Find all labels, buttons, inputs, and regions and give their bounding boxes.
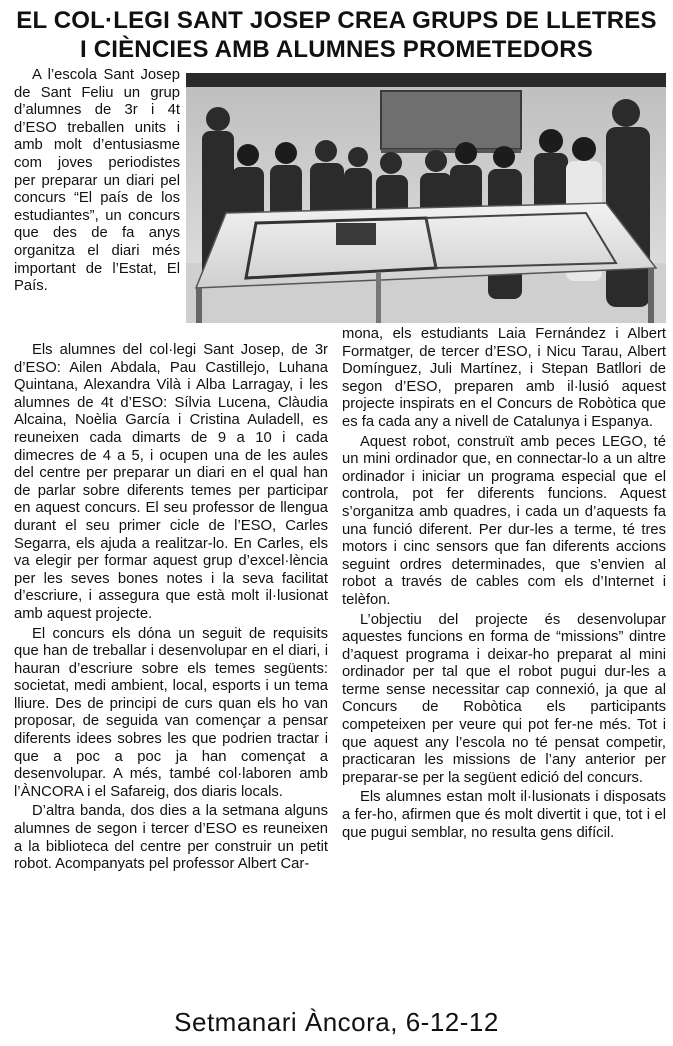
article-right-column xyxy=(342,326,666,842)
headline-line-2: I CIÈNCIES AMB ALUMNES PROMETEDORS xyxy=(79,36,594,63)
group-photo xyxy=(186,73,666,323)
paragraph-robot-intro: D’altra banda, dos dies a la setmana alguns alumnes de segon i tercer d’ESO es reuneixen a la biblioteca del centre per construir un petit robot. Acompanyats pel professor Albert Car- xyxy=(14,803,328,873)
article-headline xyxy=(8,6,665,64)
intro-column xyxy=(14,67,180,296)
paragraph-students: Els alumnes del col·legi Sant Josep, de 3r d’ESO: Ailen Abdala, Pau Castillejo, Luhana Quintana, Alexandra Vilà i Alba Larragay, i les alumnes de 4t d’ESO: Sílvia Lucena, Clàudia Alcaina, Noèlia García i Cristina Auladell, es reuneixen cada dimarts de 9 a 10 i cada dimecres de 4 a 5, i ocupen una de les aules del centre per preparar un diari en el qual han de parlar sobre diferents temes per participar en aquest concurs. El seu professor de llengua durant el seu primer cicle de l’ESO, Carles Segarra, els ajuda a realitzar-lo. En Carles, els va elegir per formar aquest grup d’excel·lència per les seves bones notes i la seva facilitat d’escriure, i assegura que està molt il·lusionat amb aquest projecte. xyxy=(14,342,328,622)
source-caption: Setmanari Àncora, 6-12-12 xyxy=(174,1007,499,1037)
article-left-column xyxy=(14,342,328,874)
paragraph-robot-team: mona, els estudiants Laia Fernández i Albert Formatger, de tercer d’ESO, i Nicu Tarau, Albert Domínguez, Juli Martínez, i Stepan Batllori de segon d’ESO, preparen amb il·lusió aquest projecte inspirats en el Concurs de Robòtica que es fa cada any a nivell de Catalunya i Espanya. xyxy=(342,326,666,430)
paragraph-robot-description: Aquest robot, construït amb peces LEGO, té un mini ordinador que, en connectar-lo a un altre ordinador i iniciar un programa especial que el controla, pot fer diferents funcions. Aquest s’organitza amb quadres, i cada un d’aquests fa una funció diferent. Per dur-les a terme, té tres motors i cinc sensors que fan diferents accions seguint ordres determinades, que s’envien al robot a través de cables com els d’Internet i telèfon. xyxy=(342,433,666,608)
paragraph-contest: El concurs els dóna un seguit de requisits que han de treballar i desenvolupar en el diari, i hauran d’escriure sobre els temes següents: societat, medi ambient, local, esports i un tema lliure. Des de principi de curs quan els ho van proposar, de seguida van començar a pensar diferents idees sobres les que podrien tractar i que a poc a poc ja han començat a desenvolupar. A més, també col·laboren amb l’ÀNCORA i el Safareig, dos diaris locals. xyxy=(14,625,328,800)
paragraph-project-goal: L’objectiu del projecte és desenvolupar aquestes funcions en forma de “missions” dintre d’aquest programa i deixar-ho preparat al mini ordinador per tal que el robot pugui dur-les a terme sense necessitar cap connexió, ja que al Concurs de Robòtica els participants competeixen per veure qui pot fer-ne més. Tot i que aquest any l’escola no té pensat competir, practicaran les missions de l’any anterior per preparar-se per la següent edició del concurs. xyxy=(342,611,666,786)
intro-paragraph: A l’escola Sant Josep de Sant Feliu un grup d’alumnes de 3r i 4t d’ESO treballen units i amb molt d’entusiasme com joves periodistes per preparar un diari pel concurs “El país de los estudiantes”, un concurs que des de fa anys organitza el diari més important de l’Estat, El País. xyxy=(14,67,180,295)
headline-line-1: EL COL·LEGI SANT JOSEP CREA GRUPS DE LLETRES xyxy=(16,7,657,34)
paragraph-conclusion: Els alumnes estan molt il·lusionats i disposats a fer-ho, afirmen que és molt divertit i que, tot i el que pugui semblar, no resulta gens difícil. xyxy=(342,789,666,841)
